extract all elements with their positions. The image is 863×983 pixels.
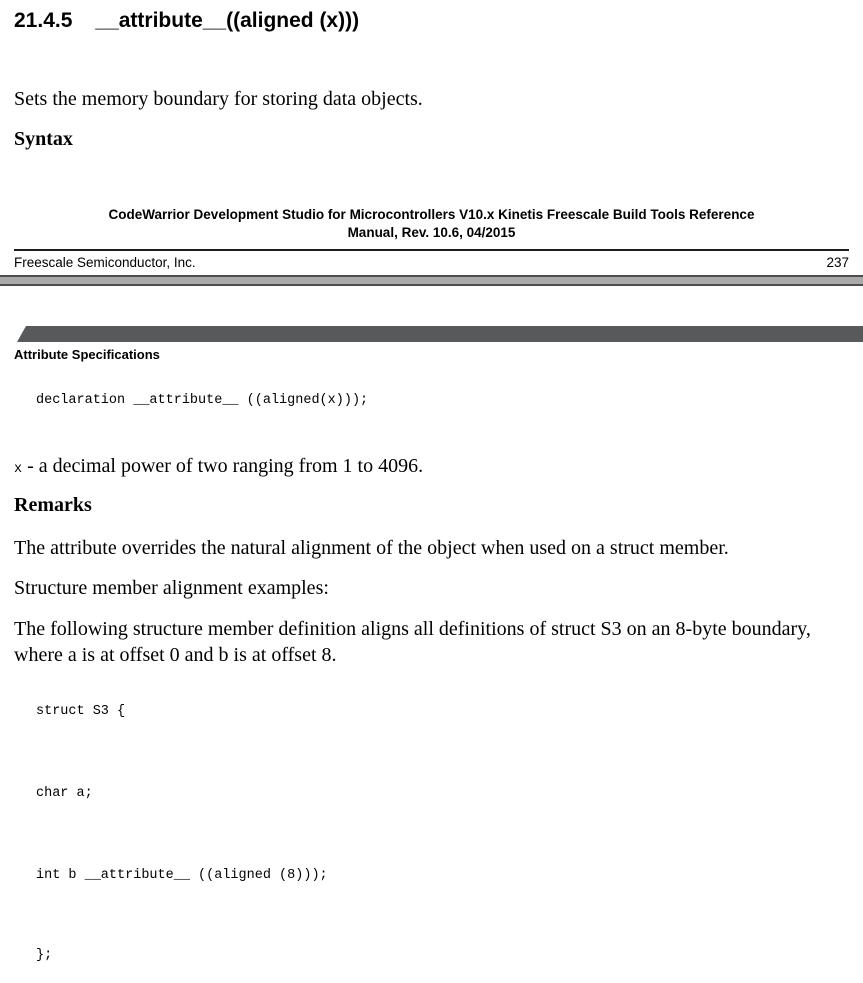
attribute-specifications-heading: Attribute Specifications	[14, 347, 160, 362]
section-heading	[14, 9, 359, 33]
manual-title-line-2: Manual, Rev. 10.6, 04/2015	[347, 225, 516, 240]
code-line: struct S3 {	[36, 704, 126, 719]
footer-divider	[14, 249, 849, 251]
manual-title-line-1: CodeWarrior Development Studio for Microcontrollers V10.x Kinetis Freescale Build Tools Reference	[108, 207, 755, 222]
parameter-name: x	[14, 462, 23, 477]
page-separator	[0, 275, 863, 286]
section-header-bar	[17, 326, 863, 342]
page-footer	[14, 255, 849, 270]
section-number: 21.4.5	[14, 9, 73, 32]
examples-label: Structure member alignment examples:	[14, 577, 329, 599]
example-description: The following structure member definition aligns all definitions of struct S3 on an 8-byte boundary, where a is at offset 0 and b is at offset 8.	[14, 618, 811, 666]
publisher-name: Freescale Semiconductor, Inc.	[14, 255, 196, 270]
remarks-heading: Remarks	[14, 494, 92, 516]
syntax-heading: Syntax	[14, 128, 73, 150]
code-line: char a;	[36, 786, 93, 801]
page-number: 237	[826, 255, 849, 270]
syntax-code-line: declaration __attribute__ ((aligned(x)));	[36, 393, 369, 408]
section-title: __attribute__((aligned (x)))	[95, 9, 360, 32]
manual-title	[0, 206, 863, 242]
code-line: };	[36, 948, 53, 963]
parameter-text: - a decimal power of two ranging from 1 to 4096.	[22, 455, 424, 477]
parameter-description	[14, 455, 423, 478]
remarks-paragraph: The attribute overrides the natural alignment of the object when used on a struct member.	[14, 537, 729, 559]
code-line: int b __attribute__ ((aligned (8)));	[36, 868, 328, 883]
intro-paragraph: Sets the memory boundary for storing data objects.	[14, 88, 423, 110]
